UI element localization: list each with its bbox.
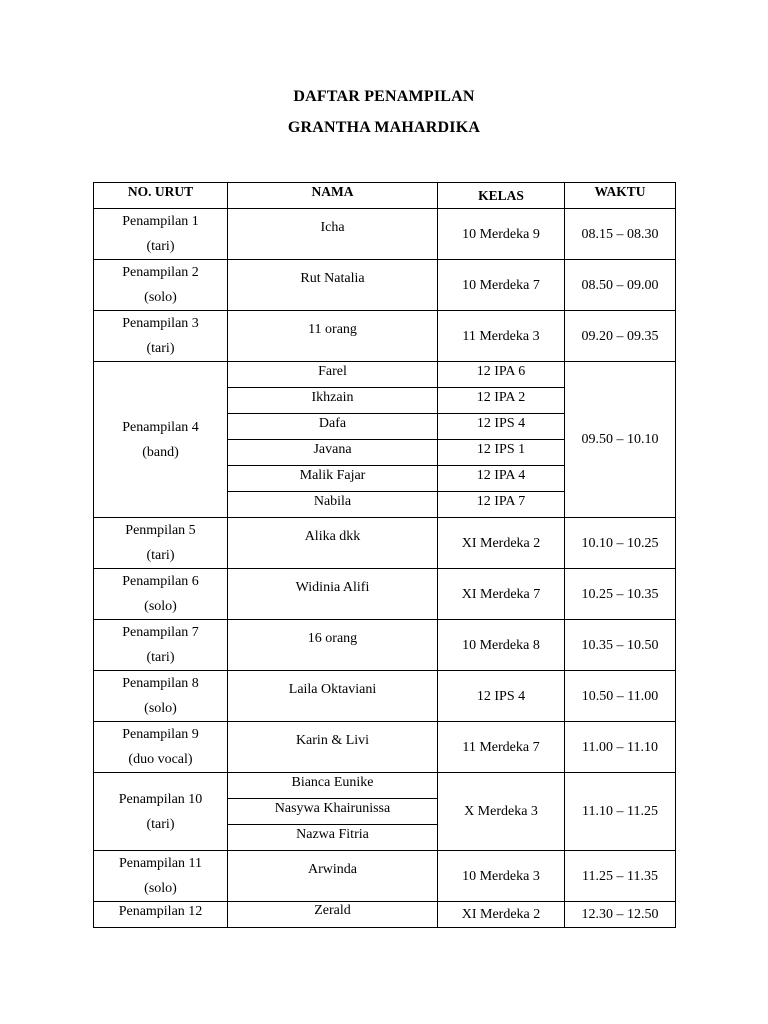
document-title: DAFTAR PENAMPILAN (293, 88, 475, 105)
kelas-cell: 12 IPS 4 (438, 671, 565, 722)
kelas-cell: 11 Merdeka 7 (438, 722, 565, 773)
member-nama-cell: Ikhzain (228, 388, 438, 414)
performance-number: Penampilan 6 (122, 574, 199, 589)
performance-number: Penampilan 4 (122, 419, 199, 435)
member-nama-cell: Javana (228, 440, 438, 466)
nama-cell: Rut Natalia (228, 260, 438, 311)
member-kelas-cell: 12 IPA 4 (438, 466, 565, 492)
waktu-cell: 10.25 – 10.35 (565, 569, 676, 620)
kelas-cell: 10 Merdeka 9 (438, 209, 565, 260)
table-row (94, 260, 676, 311)
header-waktu: WAKTU (565, 183, 676, 209)
performance-type: (tari) (146, 239, 175, 254)
performance-type: (solo) (144, 881, 177, 896)
table-row (94, 722, 676, 773)
performance-type: (tari) (146, 816, 175, 832)
no-urut-cell (94, 518, 228, 569)
kelas-cell: XI Merdeka 7 (438, 569, 565, 620)
performance-number: Penampilan 3 (122, 316, 199, 331)
performance-number: Penampilan 10 (118, 791, 203, 807)
schedule-table (93, 182, 676, 928)
no-urut-cell (94, 620, 228, 671)
member-nama-cell: Bianca Eunike (228, 773, 438, 799)
table-row (94, 773, 676, 799)
performance-type: (duo vocal) (128, 752, 193, 767)
no-urut-cell (94, 569, 228, 620)
waktu-cell: 10.10 – 10.25 (565, 518, 676, 569)
kelas-cell: X Merdeka 3 (438, 773, 565, 851)
performance-number: Penampilan 2 (122, 265, 199, 280)
performance-number: Penampilan 8 (122, 676, 199, 691)
waktu-cell: 11.10 – 11.25 (565, 773, 676, 851)
nama-cell: Karin & Livi (228, 722, 438, 773)
table-row (94, 620, 676, 671)
no-urut-cell (94, 260, 228, 311)
nama-cell: 11 orang (228, 311, 438, 362)
nama-cell: Widinia Alifi (228, 569, 438, 620)
member-nama-cell: Malik Fajar (228, 466, 438, 492)
header-no-urut: NO. URUT (94, 183, 228, 209)
table-row (94, 362, 676, 388)
member-nama-cell: Farel (228, 362, 438, 388)
no-urut-cell (94, 773, 228, 851)
performance-type: (tari) (146, 341, 175, 356)
nama-cell: Zerald (228, 902, 438, 928)
document-subtitle: GRANTHA MAHARDIKA (287, 119, 481, 136)
performance-number: Penampilan 9 (122, 727, 199, 742)
table-row (94, 311, 676, 362)
header-nama: NAMA (228, 183, 438, 209)
performance-number: Penmpilan 5 (125, 523, 196, 538)
no-urut-cell (94, 671, 228, 722)
performance-number: Penampilan 7 (122, 625, 199, 640)
member-kelas-cell: 12 IPS 1 (438, 440, 565, 466)
performance-type: (solo) (144, 599, 177, 614)
member-kelas-cell: 12 IPS 4 (438, 414, 565, 440)
member-kelas-cell: 12 IPA 2 (438, 388, 565, 414)
performance-type: (solo) (144, 290, 177, 305)
performance-number: Penampilan 11 (118, 856, 203, 871)
no-urut-cell (94, 362, 228, 518)
waktu-cell: 10.50 – 11.00 (565, 671, 676, 722)
kelas-cell: XI Merdeka 2 (438, 518, 565, 569)
nama-cell: Laila Oktaviani (228, 671, 438, 722)
no-urut-cell: Penampilan 12 (94, 902, 228, 928)
no-urut-cell (94, 209, 228, 260)
table-row (94, 209, 676, 260)
performance-number: Penampilan 1 (122, 214, 199, 229)
waktu-cell: 12.30 – 12.50 (565, 902, 676, 928)
table-row (94, 518, 676, 569)
waktu-cell: 09.20 – 09.35 (565, 311, 676, 362)
nama-cell: Alika dkk (228, 518, 438, 569)
member-kelas-cell: 12 IPA 7 (438, 492, 565, 518)
kelas-cell: 10 Merdeka 8 (438, 620, 565, 671)
performance-type: (band) (142, 444, 179, 460)
performance-type: (tari) (146, 548, 175, 563)
performance-type: (tari) (146, 650, 175, 665)
kelas-cell: 10 Merdeka 3 (438, 851, 565, 902)
nama-cell: Icha (228, 209, 438, 260)
table-row (94, 851, 676, 902)
kelas-cell: XI Merdeka 2 (438, 902, 565, 928)
member-kelas-cell: 12 IPA 6 (438, 362, 565, 388)
waktu-cell: 09.50 – 10.10 (565, 362, 676, 518)
table-row (94, 671, 676, 722)
kelas-cell: 10 Merdeka 7 (438, 260, 565, 311)
table-row (94, 902, 676, 928)
nama-cell: Arwinda (228, 851, 438, 902)
header-row (94, 183, 676, 209)
nama-cell: 16 orang (228, 620, 438, 671)
waktu-cell: 11.25 – 11.35 (565, 851, 676, 902)
table-row (94, 569, 676, 620)
waktu-cell: 08.50 – 09.00 (565, 260, 676, 311)
member-nama-cell: Nazwa Fitria (228, 825, 438, 851)
kelas-cell: 11 Merdeka 3 (438, 311, 565, 362)
header-kelas: KELAS (438, 183, 565, 209)
no-urut-cell (94, 311, 228, 362)
waktu-cell: 08.15 – 08.30 (565, 209, 676, 260)
member-nama-cell: Nabila (228, 492, 438, 518)
waktu-cell: 10.35 – 10.50 (565, 620, 676, 671)
waktu-cell: 11.00 – 11.10 (565, 722, 676, 773)
performance-type: (solo) (144, 701, 177, 716)
no-urut-cell (94, 851, 228, 902)
no-urut-cell (94, 722, 228, 773)
member-nama-cell: Nasywa Khairunissa (228, 799, 438, 825)
member-nama-cell: Dafa (228, 414, 438, 440)
